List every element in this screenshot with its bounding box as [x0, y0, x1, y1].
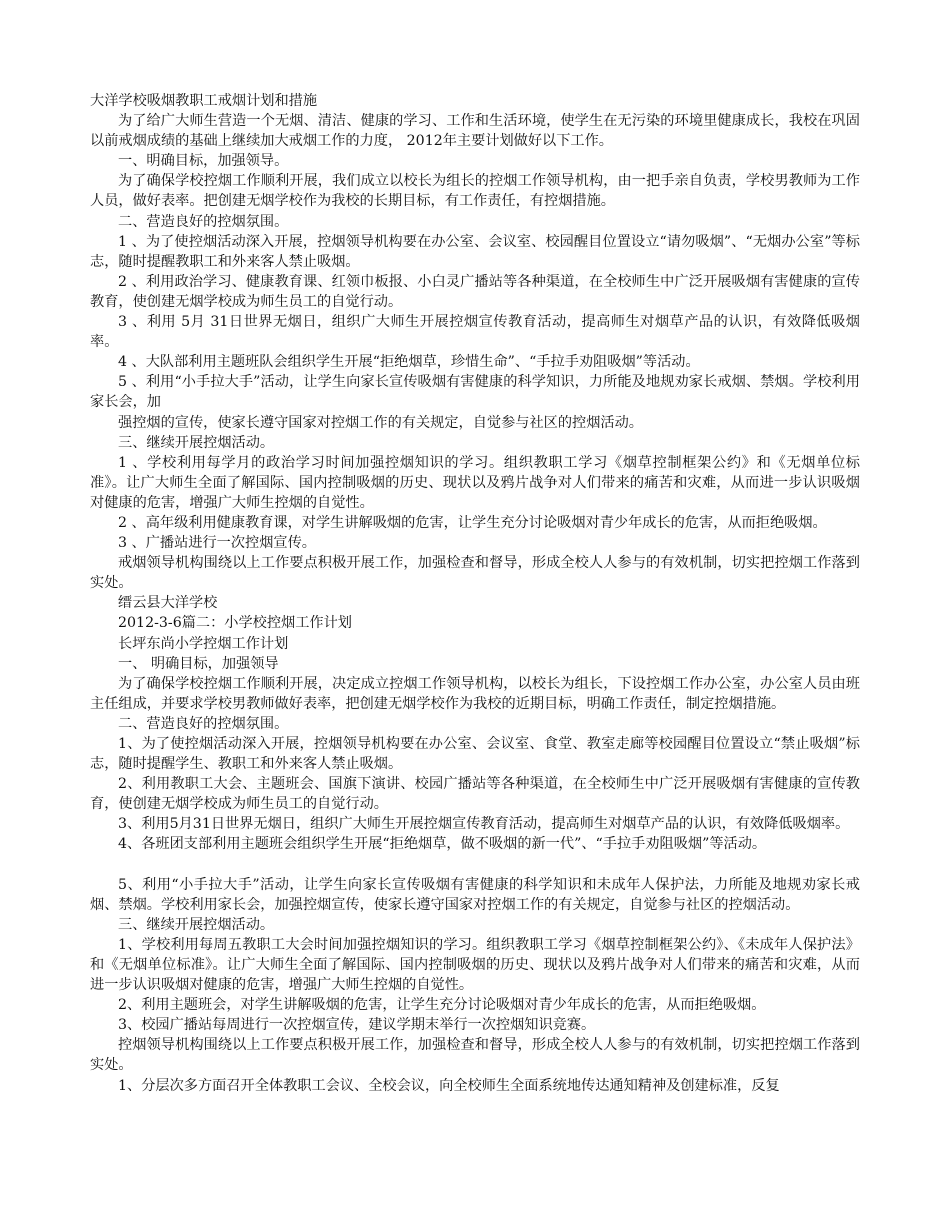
paragraph: 为了确保学校控烟工作顺利开展，决定成立控烟工作领导机构，以校长为组长，下设控烟工作办公室，办公室人员由班主任组成，并要求学校男教师做好表率，把创建无烟学校作为我校的近期目标，明确工作责任，制定控烟措施。 — [90, 675, 860, 712]
section-heading: 二、营造良好的控烟氛围。 — [118, 213, 289, 230]
subtitle: 长坪东尚小学控烟工作计划 — [118, 635, 289, 652]
section-heading: 二、营造良好的控烟氛围。 — [118, 715, 289, 732]
list-item: 2 、高年级利用健康教育课，对学生讲解吸烟的危害，让学生充分讨论吸烟对青少年成长的危害，从而拒绝吸烟。 — [118, 514, 827, 531]
list-item: 1、分层次多方面召开全体教职工会议、全校会议，向全校师生全面系统地传达通知精神及创建标准，反复 — [118, 1077, 780, 1094]
paragraph: 为了给广大师生营造一个无烟、清洁、健康的学习、工作和生活环境，使学生在无污染的环境里健康成长，我校在巩固以前戒烟成绩的基础上继续加大戒烟工作的力度， 2012年主要计划做好以下工作。 — [90, 113, 860, 150]
section-heading: 一、明确目标，加强领导。 — [118, 153, 289, 170]
list-item: 1、学校利用每周五教职工大会时间加强控烟知识的学习。组织教职工学习《烟草控制框架公约》、《未成年人保护法》和《无烟单位标准》。让广大师生全面了解国际、国内控制吸烟的历史、现状以及鸦片战争对人们带来的痛苦和灾难，从而进一步认识吸烟对健康的危害，增强广大师生控烟的自觉性。 — [90, 936, 860, 994]
document-title: 大洋学校吸烟教职工戒烟计划和措施 — [90, 93, 318, 109]
list-item: 1 、学校利用每学月的政治学习时间加强控烟知识的学习。组织教职工学习《烟草控制框架公约》和《无烟单位标准》。让广大师生全面了解国际、国内控制吸烟的历史、现状以及鸦片战争对人们带来的痛苦和灾难，从而进一步认识吸烟对健康的危害，增强广大师生控烟的自觉性。 — [90, 454, 860, 511]
list-item: 3、利用5月31日世界无烟日，组织广大师生开展控烟宣传教育活动，提高师生对烟草产品的认识，有效降低吸烟率。 — [118, 816, 850, 833]
list-item: 2 、利用政治学习、健康教育课、红领巾板报、小白灵广播站等各种渠道，在全校师生中广泛开展吸烟有害健康的宣传教育，使创建无烟学校成为师生员工的自觉行动。 — [90, 273, 860, 310]
section-heading: 一、 明确目标，加强领导 — [118, 655, 279, 672]
list-item: 5 、利用“小手拉大手”活动，让学生向家长宣传吸烟有害健康的科学知识，力所能及地规劝家长戒烟、禁烟。学校利用家长会，加 — [90, 374, 860, 411]
paragraph: 控烟领导机构围绕以上工作要点积极开展工作，加强检查和督导，形成全校人人参与的有效机制，切实把控烟工作落到实处。 — [90, 1037, 860, 1074]
paragraph: 强控烟的宣传，使家长遵守国家对控烟工作的有关规定，自觉参与社区的控烟活动。 — [118, 414, 643, 431]
list-item: 5、利用“小手拉大手”活动，让学生向家长宣传吸烟有害健康的科学知识和未成年人保护法，力所能及地规劝家长戒烟、禁烟。学校利用家长会，加强控烟宣传，使家长遵守国家对控烟工作的有关规定，自觉参与社区的控烟活动。 — [90, 876, 860, 913]
list-item: 2、利用教职工大会、主题班会、国旗下演讲、校园广播站等各种渠道，在全校师生中广泛开展吸烟有害健康的宣传教育，使创建无烟学校成为师生员工的自觉行动。 — [90, 776, 860, 813]
list-item: 3、校园广播站每周进行一次控烟宣传，建议学期末举行一次控烟知识竞赛。 — [118, 1017, 596, 1034]
list-item: 4、各班团支部利用主题班会组织学生开展“拒绝烟草，做不吸烟的新一代”、“手拉手劝阻吸烟”等活动。 — [118, 836, 767, 853]
paragraph: 为了确保学校控烟工作顺利开展，我们成立以校长为组长的控烟工作领导机构，由一把手亲自负责，学校男教师为工作人员，做好表率。把创建无烟学校作为我校的长期目标，有工作责任，有控烟措施。 — [90, 173, 860, 210]
list-item: 3 、利用 5月 31日世界无烟日，组织广大师生开展控烟宣传教育活动，提高师生对烟草产品的认识，有效降低吸烟率。 — [90, 314, 860, 351]
section-heading: 三、继续开展控烟活动。 — [118, 916, 275, 933]
list-item: 1 、为了使控烟活动深入开展，控烟领导机构要在办公室、会议室、校园醒目位置设立“请勿吸烟”、“无烟办公室”等标志，随时提醒教职工和外来客人禁止吸烟。 — [90, 233, 860, 270]
signature-school: 缙云县大洋学校 — [118, 595, 218, 612]
list-item: 4 、大队部利用主题班队会组织学生开展“拒绝烟草，珍惜生命”、“手拉手劝阻吸烟”等活动。 — [118, 354, 700, 371]
list-item: 1、为了使控烟活动深入开展，控烟领导机构要在办公室、会议室、食堂、教室走廊等校园醒目位置设立“禁止吸烟”标志，随时提醒学生、教职工和外来客人禁止吸烟。 — [90, 736, 860, 773]
list-item: 3 、广播站进行一次控烟宣传。 — [118, 535, 316, 552]
section-heading: 三、继续开展控烟活动。 — [118, 434, 275, 451]
list-item: 2、利用主题班会，对学生讲解吸烟的危害，让学生充分讨论吸烟对青少年成长的危害，从而拒绝吸烟。 — [118, 997, 766, 1014]
signature-date: 2012-3-6篇二：小学校控烟工作计划 — [118, 615, 352, 632]
paragraph: 戒烟领导机构围绕以上工作要点积极开展工作，加强检查和督导，形成全校人人参与的有效机制，切实把控烟工作落到实处。 — [90, 555, 860, 592]
